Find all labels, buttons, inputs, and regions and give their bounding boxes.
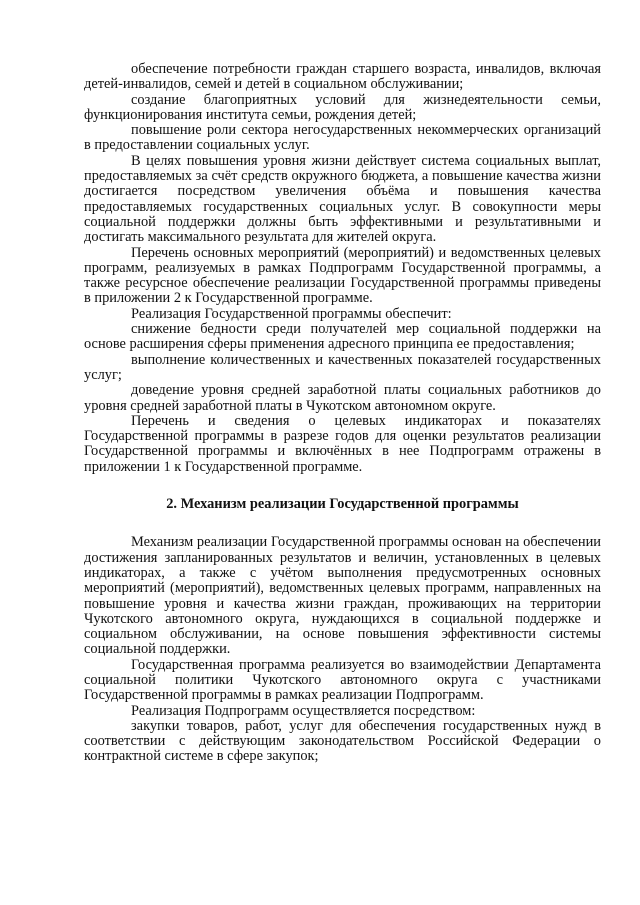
paragraph: обеспечение потребности граждан старшего возраста, инвалидов, включая детей-инвалидов, семей и детей в социальном обслуживании;	[84, 61, 601, 93]
paragraph: повышение роли сектора негосударственных некоммерческих организаций в предоставлении социальных услуг.	[84, 122, 601, 154]
paragraph: Перечень основных мероприятий (мероприятий) и ведомственных целевых программ, реализуемых в рамках Подпрограмм Государственной программы, а также ресурсное обеспечение реализации Государственной программы приведены в приложении 2 к Государственной программе.	[84, 244, 601, 307]
paragraph: Механизм реализации Государственной программы основан на обеспечении достижения запланированных результатов и величин, установленных в целевых индикаторах, а также с учётом выполнения предусмотренных основных мероприятий (мероприятий), ведомственных целевых программ, направленных на повышение уровня и качества жизни граждан, проживающих на территории Чукотского автономного округа, нуждающихся в социальной поддержке и социальном обслуживании, на основе повышения эффективности системы социальной поддержки.	[84, 534, 601, 658]
paragraph: Перечень и сведения о целевых индикаторах и показателях Государственной программы в разрезе годов для оценки результатов реализации Государственной программы и включённых в нее Подпрограмм отражены в приложении 1 к Государственной программе.	[84, 412, 601, 475]
paragraph: В целях повышения уровня жизни действует система социальных выплат, предоставляемых за счёт средств окружного бюджета, а повышение качества жизни достигается посредством увеличения объёма и повышения качества предоставляемых государственных социальных услуг. В совокупности меры социальной поддержки должны быть эффективными и результативными и достигать максимального результата для жителей округа.	[84, 152, 601, 246]
paragraph: Реализация Государственной программы обеспечит:	[131, 305, 452, 322]
paragraph: Государственная программа реализуется во взаимодействии Департамента социальной политики Чукотского автономного округа с участниками Государственной программы в рамках реализации Подпрограмм.	[84, 656, 601, 704]
document-page	[84, 62, 601, 765]
paragraph: создание благоприятных условий для жизнедеятельности семьи, функционирования института семьи, рождения детей;	[84, 91, 601, 123]
paragraph: доведение уровня средней заработной платы социальных работников до уровня средней заработной платы в Чукотском автономном округе.	[84, 382, 601, 414]
paragraph: Реализация Подпрограмм осуществляется посредством:	[131, 702, 476, 719]
paragraph: снижение бедности среди получателей мер социальной поддержки на основе расширения сферы применения адресного принципа ее предоставления;	[84, 321, 601, 353]
paragraph: выполнение количественных и качественных показателей государственных услуг;	[84, 351, 601, 383]
section-heading: 2. Механизм реализации Государственной программы	[166, 496, 519, 513]
paragraph: закупки товаров, работ, услуг для обеспечения государственных нужд в соответствии с действующим законодательством Российской Федерации о контрактной системе в сфере закупок;	[84, 717, 601, 765]
